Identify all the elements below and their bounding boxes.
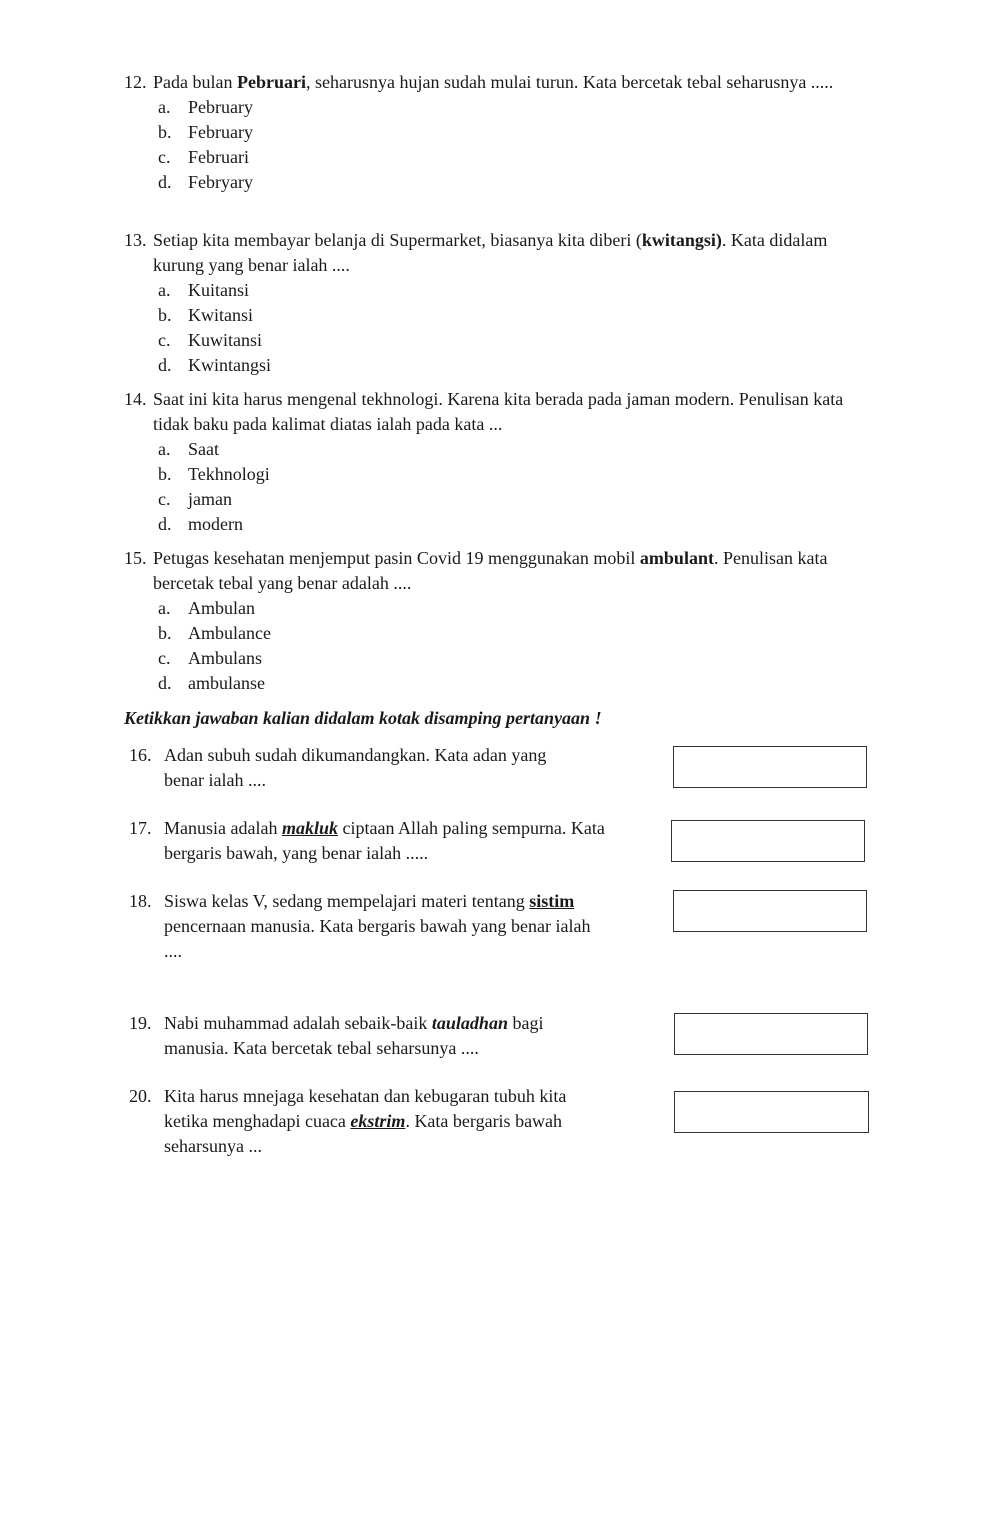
question-16 bbox=[124, 743, 624, 793]
option-c: c. Februari bbox=[158, 147, 249, 167]
question-stem: Setiap kita membayar belanja di Supermarket, biasanya kita diberi (kwitangsi). Kata didalam kurung yang benar ialah .... bbox=[153, 230, 828, 275]
question-17 bbox=[124, 816, 624, 866]
option-list bbox=[158, 95, 884, 195]
question-stem: Nabi muhammad adalah sebaik-baik tauladhan bagi manusia. Kata bercetak tebal seharsunya .... bbox=[164, 1013, 544, 1058]
question-19 bbox=[124, 1011, 624, 1061]
option-a: a. Ambulan bbox=[158, 598, 255, 618]
option-d: d. ambulanse bbox=[158, 673, 265, 693]
option-b: b. February bbox=[158, 122, 253, 142]
answer-box-16[interactable] bbox=[673, 746, 867, 788]
option-d: d. Febryary bbox=[158, 172, 253, 192]
question-20 bbox=[124, 1084, 624, 1159]
bold-word: Pebruari bbox=[236, 72, 306, 92]
answer-box-17[interactable] bbox=[671, 820, 865, 862]
bold-word: ambulant bbox=[639, 548, 714, 568]
option-a: a. Saat bbox=[158, 439, 219, 459]
bold-word: kwitangsi) bbox=[641, 230, 722, 250]
underlined-word: sistim bbox=[529, 891, 575, 911]
option-d: d. Kwintangsi bbox=[158, 355, 271, 375]
option-list bbox=[158, 596, 884, 696]
option-a: a. Pebruary bbox=[158, 97, 253, 117]
question-number: 20. bbox=[129, 1086, 152, 1106]
question-15 bbox=[124, 546, 884, 696]
answer-box-19[interactable] bbox=[674, 1013, 868, 1055]
answer-box-20[interactable] bbox=[674, 1091, 869, 1133]
option-b: b. Kwitansi bbox=[158, 305, 253, 325]
question-stem: Saat ini kita harus mengenal tekhnologi. Karena kita berada pada jaman modern. Penulisan kata tidak baku pada kalimat diatas ialah pada kata ... bbox=[153, 389, 844, 434]
option-c: c. Kuwitansi bbox=[158, 330, 262, 350]
question-stem: Adan subuh sudah dikumandangkan. Kata adan yang benar ialah .... bbox=[164, 745, 547, 790]
question-stem: Pada bulan Pebruari, seharusnya hujan sudah mulai turun. Kata bercetak tebal seharusnya ..... bbox=[153, 72, 834, 92]
instruction-text: Ketikkan jawaban kalian didalam kotak disamping pertanyaan ! bbox=[124, 708, 602, 728]
option-b: b. Ambulance bbox=[158, 623, 271, 643]
answer-box-18[interactable] bbox=[673, 890, 867, 932]
question-stem: Kita harus mnejaga kesehatan dan kebugaran tubuh kita ketika menghadapi cuaca ekstrim. Kata bergaris bawah seharsunya ... bbox=[164, 1086, 567, 1156]
question-number: 14. bbox=[124, 389, 147, 409]
question-number: 15. bbox=[124, 548, 147, 568]
question-number: 12. bbox=[124, 72, 147, 92]
question-12 bbox=[124, 70, 884, 195]
question-number: 18. bbox=[129, 891, 152, 911]
bold-italic-word: tauladhan bbox=[431, 1013, 508, 1033]
option-b: b. Tekhnologi bbox=[158, 464, 270, 484]
option-list bbox=[158, 437, 884, 537]
option-list bbox=[158, 278, 884, 378]
question-14 bbox=[124, 387, 884, 537]
question-13 bbox=[124, 228, 884, 378]
question-number: 13. bbox=[124, 230, 147, 250]
underlined-word: makluk bbox=[281, 818, 338, 838]
question-number: 16. bbox=[129, 745, 152, 765]
option-a: a. Kuitansi bbox=[158, 280, 249, 300]
option-c: c. jaman bbox=[158, 489, 232, 509]
question-18 bbox=[124, 889, 624, 964]
question-number: 17. bbox=[129, 818, 152, 838]
question-stem: Manusia adalah makluk ciptaan Allah paling sempurna. Kata bergaris bawah, yang benar ialah ..... bbox=[164, 818, 605, 863]
question-number: 19. bbox=[129, 1013, 152, 1033]
question-stem: Petugas kesehatan menjemput pasin Covid 19 menggunakan mobil ambulant. Penulisan kata bercetak tebal yang benar adalah .... bbox=[153, 548, 828, 593]
option-d: d. modern bbox=[158, 514, 243, 534]
underlined-word: ekstrim bbox=[350, 1111, 406, 1131]
question-stem: Siswa kelas V, sedang mempelajari materi tentang sistim pencernaan manusia. Kata bergaris bawah yang benar ialah .... bbox=[164, 891, 591, 961]
option-c: c. Ambulans bbox=[158, 648, 262, 668]
